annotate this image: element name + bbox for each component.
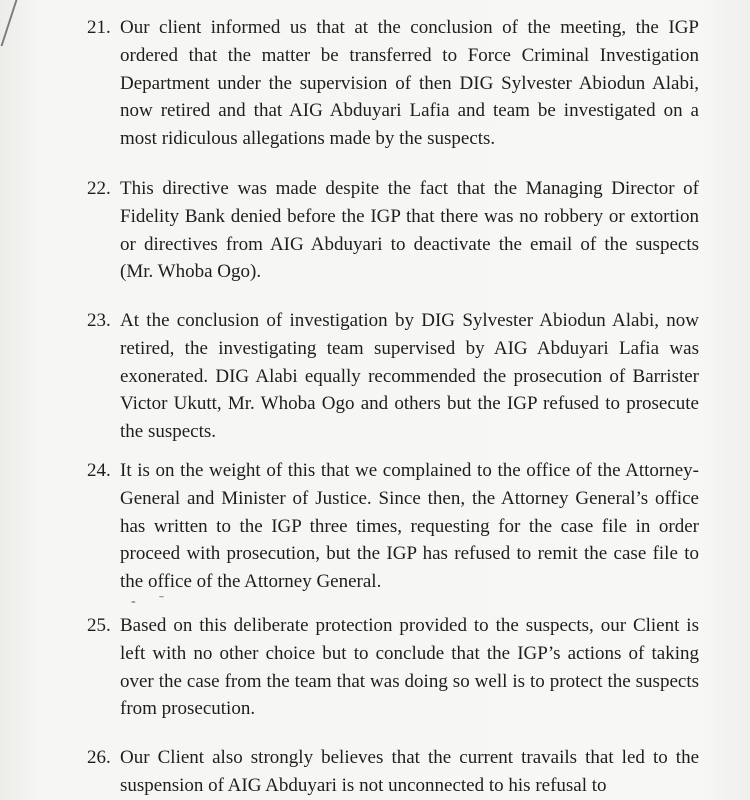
- paragraph-22: [87, 175, 699, 286]
- paragraph-26: [87, 744, 699, 800]
- paragraph-number: 23.: [87, 310, 111, 331]
- paragraph-number: 25.: [87, 615, 111, 636]
- paragraph-text: It is on the weight of this that we complained to the office of the Attorney-General and Minister of Justice. Since then, the Attorney General’s office has written to the IGP three times, requesting for the case file in order proceed with prosecution, but the IGP has refused to remit the case file to the office of the Attorney General.: [120, 460, 699, 593]
- paragraph-text: Based on this deliberate protection provided to the suspects, our Client is left with no other choice but to conclude that the IGP’s actions of taking over the case from the team that was doing so well is to protect the suspects from prosecution.: [120, 615, 699, 720]
- paragraph-25: [87, 612, 699, 723]
- paragraph-text: Our Client also strongly believes that the current travails that led to the suspension of AIG Abduyari is not unconnected to his refusal to: [120, 747, 699, 796]
- page-edge-shadow: [0, 0, 17, 46]
- paragraph-number: 24.: [87, 460, 111, 481]
- paragraph-number: 26.: [87, 747, 111, 768]
- paragraph-number: 22.: [87, 178, 111, 199]
- paragraph-21: [87, 14, 699, 153]
- paragraph-24: [87, 457, 699, 596]
- paragraph-number: 21.: [87, 17, 111, 38]
- paragraph-text: This directive was made despite the fact that the Managing Director of Fidelity Bank denied before the IGP that there was no robbery or extortion or directives from AIG Abduyari to deactivate the email of the suspects (Mr. Whoba Ogo).: [120, 178, 699, 283]
- stray-pen-mark: - ˉ: [131, 594, 174, 609]
- paragraph-text: Our client informed us that at the conclusion of the meeting, the IGP ordered that the matter be transferred to Force Criminal Investigation Department under the supervision of then DIG Sylvester Abiodun Alabi, now retired and that AIG Abduyari Lafia and team be investigated on a most ridiculous allegations made by the suspects.: [120, 17, 699, 150]
- paragraph-text: At the conclusion of investigation by DIG Sylvester Abiodun Alabi, now retired, the investigating team supervised by AIG Abduyari Lafia was exonerated. DIG Alabi equally recommended the prosecution of Barrister Victor Ukutt, Mr. Whoba Ogo and others but the IGP refused to prosecute the suspects.: [120, 310, 699, 443]
- paragraph-23: [87, 307, 699, 446]
